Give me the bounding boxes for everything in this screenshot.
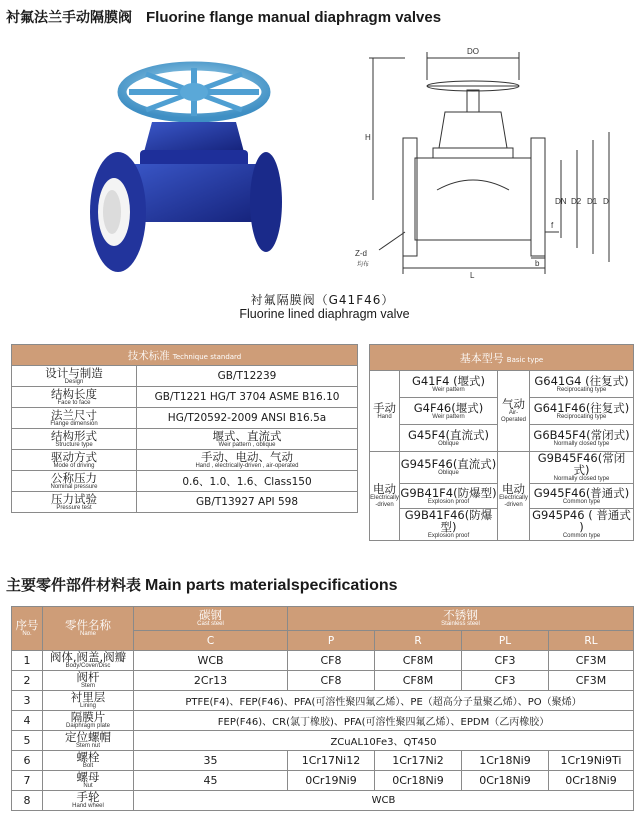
part-en: Daiphragm plate <box>65 723 111 729</box>
label-l: L <box>470 271 475 280</box>
table-row <box>12 387 358 408</box>
label-f: f <box>551 221 554 230</box>
table-row <box>12 731 634 751</box>
table-row <box>12 471 358 492</box>
elec-en2: -driven <box>504 502 523 508</box>
row-value: 堰式、直流式 <box>212 428 282 443</box>
part-cn: 隔膜片 <box>70 710 106 724</box>
row-no: 3 <box>12 691 43 711</box>
ss-header-cn: 不锈钢 <box>443 608 478 623</box>
row-label-en: Mode of driving <box>53 462 95 469</box>
col-pl: PL <box>462 631 549 651</box>
table-row <box>12 408 358 429</box>
cell-rl: CF3M <box>549 671 634 691</box>
table-row <box>370 371 634 398</box>
air-en2: Operated <box>500 417 527 423</box>
materials-table <box>11 606 634 811</box>
air-en1: Air- <box>508 410 519 416</box>
part-cn: 螺栓 <box>76 750 100 764</box>
model-type: Common type <box>562 498 601 505</box>
model-type: Oblique <box>438 440 459 447</box>
cell-span: PTFE(F4)、FEP(F46)、PFA(可溶性聚四氟乙烯）、PE（超高分子量聚乙烯）、PO（聚烯） <box>134 691 634 711</box>
row-label-cn: 结构长度 <box>51 386 97 401</box>
standard-header-en: Technique standard <box>172 352 242 361</box>
row-no: 1 <box>12 651 43 671</box>
standard-header-cn: 技术标准 <box>127 349 170 362</box>
cell-pl: 1Cr18Ni9 <box>462 751 549 771</box>
materials-title-cn: 主要零件部件材料表 <box>6 576 142 594</box>
model-name: G945F46(直流式) <box>400 457 497 471</box>
part-cn: 衬里层 <box>70 690 106 704</box>
part-en: Bolt <box>82 763 94 769</box>
row-label-cn: 结构形式 <box>51 428 97 443</box>
row-label-en: Structure type <box>55 441 93 448</box>
table-row <box>12 691 634 711</box>
photo-caption-cn: 衬氟隔膜阀（G41F46） <box>250 293 395 307</box>
row-label-en: Design <box>64 378 84 385</box>
title-en: Fluorine flange manual diaphragm valves <box>146 9 442 26</box>
model-type: Normally closed type <box>553 476 610 482</box>
basic-header <box>370 345 634 371</box>
model-type: Oblique <box>438 470 459 476</box>
row-label-cn: 设计与制造 <box>45 365 103 380</box>
basic-type-table <box>369 344 634 541</box>
row-value: 0.6、1.0、1.6、Class150 <box>137 471 358 492</box>
photo-caption-en: Fluorine lined diaphragm valve <box>239 307 410 321</box>
part-cn: 螺母 <box>76 770 100 784</box>
cell-span: FEP(F46)、CR(氯丁橡胶)、PFA(可溶性聚四氟乙烯）、EPDM（乙丙橡胶） <box>134 711 634 731</box>
ss-header-en: Stainless steel <box>441 621 480 628</box>
table-row <box>12 711 634 731</box>
elec-cn: 电动 <box>502 482 525 496</box>
row-no: 2 <box>12 671 43 691</box>
part-en: Hand wheel <box>72 803 104 809</box>
elec-en2: -driven <box>375 502 394 508</box>
materials-title-en: Main parts materialspecifications <box>145 577 398 594</box>
cell-r: 0Cr18Ni9 <box>375 771 462 791</box>
row-value: GB/T13927 API 598 <box>137 492 358 513</box>
cell-pl: CF3 <box>462 671 549 691</box>
row-no: 6 <box>12 751 43 771</box>
model-name: G945F46(普通式) <box>533 485 630 500</box>
title-cn: 衬氟法兰手动隔膜阀 <box>6 10 132 26</box>
cell-rl: 0Cr18Ni9 <box>549 771 634 791</box>
hand-cn: 手动 <box>373 400 396 415</box>
cell-rl: CF3M <box>549 651 634 671</box>
part-en: Stem <box>80 683 95 689</box>
model-name: G641G4 (往复式) <box>534 373 629 388</box>
model-type: Weir pattern <box>432 413 465 420</box>
model-type: Explosion proof <box>427 498 470 505</box>
table-row <box>12 791 634 811</box>
table-row <box>370 452 634 484</box>
cell-r: CF8M <box>375 651 462 671</box>
part-en: Lining <box>79 703 96 709</box>
row-value: 手动、电动、气动 <box>201 449 293 464</box>
table-row <box>12 771 634 791</box>
row-value-en: Hand , electrically-driven , air-operated <box>195 462 299 469</box>
air-cn: 气动 <box>502 397 525 411</box>
model-name: G945P46 ( 普通式 ) <box>532 508 631 534</box>
row-value: HG/T20592-2009 ANSI B16.5a <box>137 408 358 429</box>
table-header-row <box>12 607 634 631</box>
table-row <box>12 671 634 691</box>
cell-rl: 1Cr19Ni9Ti <box>549 751 634 771</box>
model-type: Reciprocating type <box>556 386 607 393</box>
elec-en1: Electrically <box>499 495 528 501</box>
no-header-cn: 序号 <box>15 618 39 632</box>
elec-en1: Electrically <box>370 495 399 501</box>
model-type: Weir pattern <box>432 386 465 393</box>
model-name: G45F4(直流式) <box>408 427 489 442</box>
row-label-en: Face to face <box>57 399 91 406</box>
standard-header <box>12 345 358 366</box>
model-name: G9B41F46(防爆型) <box>404 508 493 534</box>
technique-standard-table <box>11 344 358 513</box>
row-value: GB/T1221 HG/T 3704 ASME B16.10 <box>137 387 358 408</box>
table-row <box>12 429 358 450</box>
col-rl: RL <box>549 631 634 651</box>
label-zd: Z-d <box>355 249 367 258</box>
row-label-cn: 公称压力 <box>51 470 97 485</box>
part-en: Stem nut <box>75 743 100 749</box>
label-b: b <box>535 259 540 268</box>
cell-p: CF8 <box>288 651 375 671</box>
cell-r: 1Cr17Ni2 <box>375 751 462 771</box>
cell-c: WCB <box>134 651 288 671</box>
model-type: Reciprocating type <box>556 413 607 420</box>
cell-span: WCB <box>134 791 634 811</box>
elec-group-right <box>498 452 530 541</box>
cell-p: 0Cr19Ni9 <box>288 771 375 791</box>
label-d2: D2 <box>571 197 582 206</box>
label-do: DO <box>467 47 479 56</box>
col-c: C <box>134 631 288 651</box>
cell-r: CF8M <box>375 671 462 691</box>
row-label-en: Flange dimension <box>50 420 98 427</box>
cell-pl: 0Cr18Ni9 <box>462 771 549 791</box>
part-en: Body/Cover/Disc <box>65 663 111 669</box>
col-p: P <box>288 631 375 651</box>
model-name: G9B45F46(常闭式) <box>537 451 626 477</box>
cell-p: 1Cr17Ni12 <box>288 751 375 771</box>
model-name: G41F4 (堰式) <box>411 373 486 388</box>
cell-c: 45 <box>134 771 288 791</box>
air-group <box>498 371 530 452</box>
row-no: 8 <box>12 791 43 811</box>
basic-header-en: Basic type <box>506 355 544 364</box>
row-label-cn: 法兰尺寸 <box>51 407 97 422</box>
part-cn: 阀杆 <box>76 670 100 684</box>
cell-pl: CF3 <box>462 651 549 671</box>
table-row <box>12 366 358 387</box>
cell-p: CF8 <box>288 671 375 691</box>
materials-title <box>6 574 398 595</box>
hand-group <box>370 371 400 452</box>
cast-header-en: Cast steel <box>197 621 224 628</box>
basic-header-cn: 基本型号 <box>459 351 504 365</box>
part-en: Nut <box>83 783 93 789</box>
row-no: 4 <box>12 711 43 731</box>
cell-span: ZCuAL10Fe3、QT450 <box>134 731 634 751</box>
label-dn: DN <box>555 197 567 206</box>
row-no: 5 <box>12 731 43 751</box>
label-zd-sub: 均布 <box>357 262 370 268</box>
model-name: G6B45F4(常闭式) <box>533 427 630 442</box>
row-no: 7 <box>12 771 43 791</box>
part-cn: 手轮 <box>76 790 100 804</box>
elec-cn: 电动 <box>373 482 396 496</box>
table-row <box>12 450 358 471</box>
page-title <box>6 7 441 27</box>
row-label-cn: 驱动方式 <box>51 449 97 464</box>
hand-en: Hand <box>377 413 392 420</box>
model-name: G641F46(往复式) <box>533 400 630 415</box>
label-h: H <box>365 133 371 142</box>
valve-photo <box>84 52 284 292</box>
cell-c: 2Cr13 <box>134 671 288 691</box>
model-type: Explosion proof <box>427 533 470 539</box>
row-value: GB/T12239 <box>137 366 358 387</box>
cell-c: 35 <box>134 751 288 771</box>
part-cn: 定位螺帽 <box>65 730 111 744</box>
row-label-cn: 压力试验 <box>51 491 97 506</box>
row-value-en: Weir pattern , oblique <box>218 441 276 448</box>
label-d: D <box>603 197 609 206</box>
model-name: G9B41F4(防爆型) <box>400 485 497 500</box>
part-cn: 阀体,阀盖,阀瓣 <box>49 650 127 664</box>
row-label-en: Nominal pressure <box>50 483 98 490</box>
cast-header-cn: 碳钢 <box>199 608 222 623</box>
label-d1: D1 <box>587 197 598 206</box>
valve-drawing <box>345 40 625 280</box>
name-header-en: Name <box>79 631 96 637</box>
model-name: G4F46(堰式) <box>413 400 484 415</box>
table-row <box>12 651 634 671</box>
table-row <box>12 751 634 771</box>
model-type: Common type <box>562 533 601 539</box>
elec-group-left <box>370 452 400 541</box>
no-header-en: No. <box>22 631 32 637</box>
table-row <box>12 492 358 513</box>
col-r: R <box>375 631 462 651</box>
name-header-cn: 零件名称 <box>65 618 111 632</box>
model-type: Normally closed type <box>553 440 610 447</box>
row-label-en: Pressure test <box>56 504 92 511</box>
